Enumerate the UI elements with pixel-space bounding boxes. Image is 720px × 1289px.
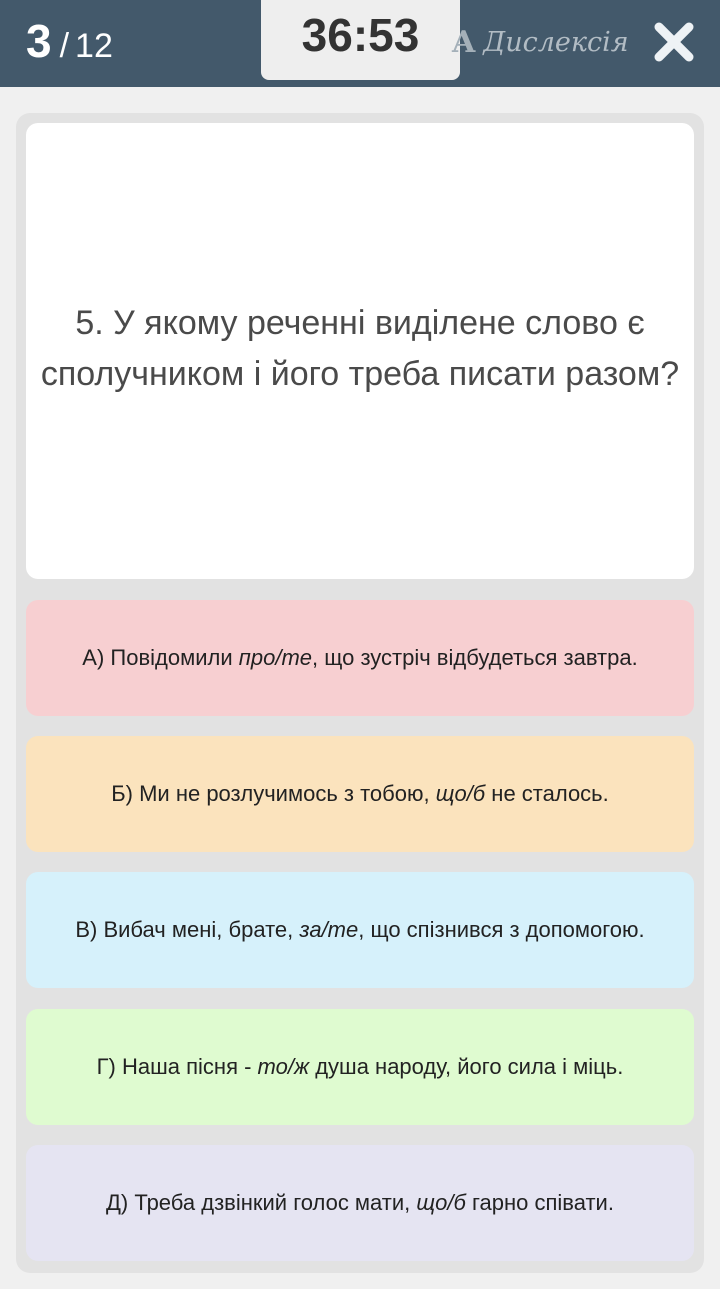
font-a-icon: A (452, 24, 476, 60)
question-card (26, 123, 694, 579)
answer-option-c[interactable] (26, 872, 694, 988)
total-questions: 12 (75, 27, 113, 65)
answer-text (111, 781, 609, 807)
answer-text-before: В) Вибач мені, брате, (75, 917, 300, 942)
answer-text-after: душа народу, його сила і міць. (309, 1054, 624, 1079)
current-question-number: 3 (26, 15, 52, 67)
answer-highlighted-word: то/ж (257, 1054, 310, 1079)
answer-text-after: , що зустріч відбудеться завтра. (312, 645, 638, 670)
answer-option-b[interactable] (26, 736, 694, 852)
answer-text (82, 645, 637, 671)
answer-text-after: , що спізнився з допомогою. (358, 917, 645, 942)
answer-text-before: Д) Треба дзвінкий голос мати, (106, 1190, 417, 1215)
answer-text-after: гарно співати. (465, 1190, 614, 1215)
answer-highlighted-word: за/те (299, 917, 359, 942)
question-counter (26, 14, 113, 68)
answer-text-before: Б) Ми не розлучимось з тобою, (111, 781, 436, 806)
answer-highlighted-word: про/те (238, 645, 313, 670)
answer-option-a[interactable] (26, 600, 694, 716)
dyslexia-label: Дислексія (483, 26, 629, 58)
answer-text (106, 1190, 614, 1216)
answer-text-before: Г) Наша пісня - (96, 1054, 258, 1079)
answer-text (75, 917, 644, 943)
answer-highlighted-word: що/б (435, 781, 486, 806)
answer-highlighted-word: що/б (416, 1190, 466, 1215)
close-icon (653, 21, 695, 63)
timer (261, 0, 460, 80)
counter-separator: / (59, 27, 70, 65)
question-text: 5. У якому реченні виділене слово є сполучником і його треба писати разом? (40, 304, 680, 393)
answer-text (97, 1054, 624, 1080)
answer-text-before: А) Повідомили (82, 645, 239, 670)
top-bar (0, 0, 720, 87)
dyslexia-toggle[interactable] (452, 22, 629, 62)
timer-text: 36:53 (301, 9, 420, 61)
answer-text-after: не сталось. (485, 781, 609, 806)
answer-option-d[interactable] (26, 1009, 694, 1125)
close-button[interactable] (653, 21, 695, 63)
answer-option-e[interactable] (26, 1145, 694, 1261)
